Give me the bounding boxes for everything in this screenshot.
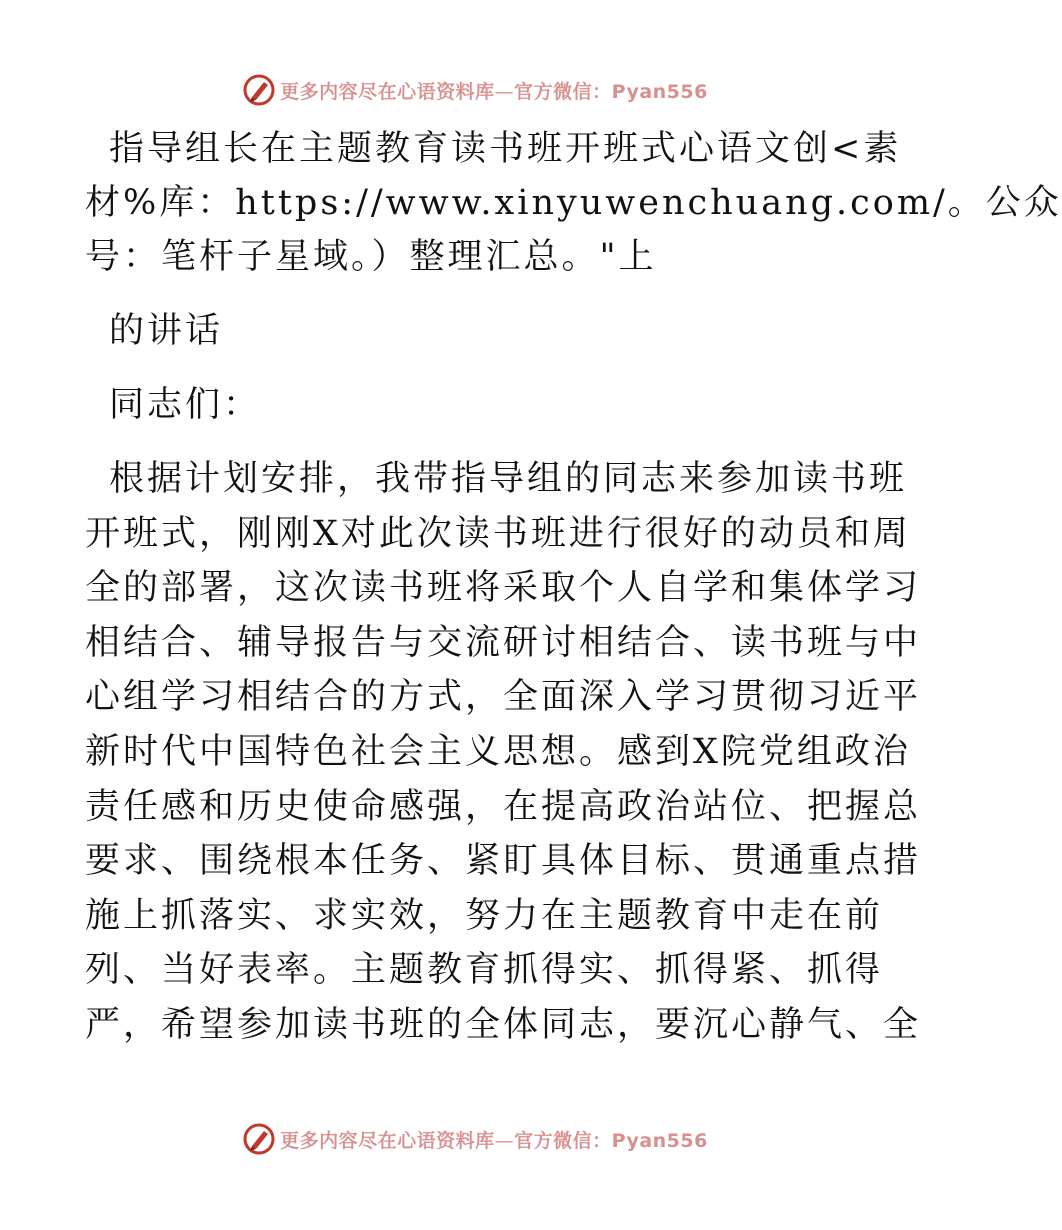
body-line: 新时代中国特色社会主义思想。感到X院党组政治 bbox=[85, 731, 911, 772]
banner-text bbox=[280, 1126, 708, 1153]
body-paragraph bbox=[85, 452, 922, 1053]
pen-logo-icon bbox=[242, 73, 276, 107]
body-line: 心组学习相结合的方式，全面深入学习贯彻习近平 bbox=[85, 677, 922, 718]
footer-banner bbox=[0, 1119, 950, 1159]
body-line: 全的部署，这次读书班将采取个人自学和集体学习 bbox=[85, 568, 922, 609]
pen-logo-icon bbox=[242, 1122, 276, 1156]
body-line: 开班式，刚刚X对此次读书班进行很好的动员和周 bbox=[85, 513, 911, 554]
body-line: 责任感和历史使命感强，在提高政治站位、把握总 bbox=[85, 786, 922, 827]
banner-main-text: 更多内容尽在心语资料库 bbox=[280, 80, 495, 103]
banner-separator: — bbox=[494, 1129, 515, 1152]
body-line: 施上抓落实、求实效，努力在主题教育中走在前 bbox=[85, 895, 884, 936]
body-line: 要求、围绕根本任务、紧盯具体目标、贯通重点措 bbox=[85, 841, 922, 882]
title-line: 号：笔杆子星域。）整理汇总。"上 bbox=[85, 237, 657, 277]
banner-wechat-text: 官方微信：Pyan556 bbox=[514, 1129, 708, 1152]
banner-wechat-text: 官方微信：Pyan556 bbox=[514, 80, 708, 103]
body-line: 相结合、辅导报告与交流研讨相结合、读书班与中 bbox=[85, 622, 922, 663]
title-tail-text: 的讲话 bbox=[109, 311, 224, 351]
banner-text bbox=[280, 77, 708, 104]
title-line: 指导组长在主题教育读书班开班式心语文创<素 bbox=[109, 129, 902, 169]
salutation bbox=[97, 378, 857, 432]
salutation-text: 同志们： bbox=[109, 385, 262, 425]
body-line: 严，希望参加读书班的全体同志，要沉心静气、全 bbox=[85, 1004, 922, 1045]
title-tail bbox=[97, 304, 857, 358]
banner-separator: — bbox=[494, 80, 515, 103]
header-banner bbox=[0, 70, 950, 110]
body-line: 列、当好表率。主题教育抓得实、抓得紧、抓得 bbox=[85, 950, 884, 991]
document-title bbox=[85, 122, 1062, 284]
body-line: 根据计划安排，我带指导组的同志来参加读书班 bbox=[109, 459, 908, 499]
title-line: 材%库：https://www.xinyuwenchuang.com/。公众 bbox=[85, 183, 1062, 223]
document-body bbox=[85, 122, 1062, 1073]
banner-main-text: 更多内容尽在心语资料库 bbox=[280, 1129, 495, 1152]
